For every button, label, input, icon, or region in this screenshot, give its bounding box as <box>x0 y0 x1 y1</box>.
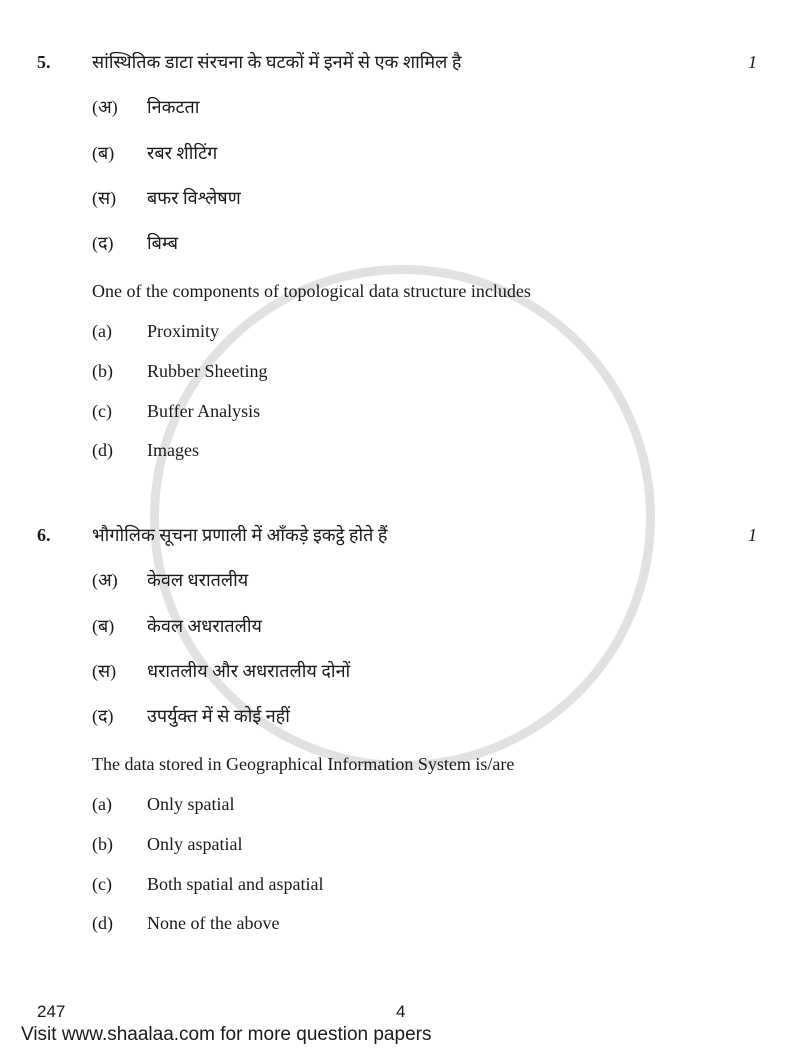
question-stem-hindi: सांस्थितिक डाटा संरचना के घटकों में इनमें से एक शामिल है <box>92 52 462 72</box>
option-text-hindi: निकटता <box>147 97 200 117</box>
option-text-hindi: केवल धरातलीय <box>147 570 249 590</box>
option-label: (a) <box>92 794 112 814</box>
option-label: (ब) <box>92 616 115 636</box>
option-text-english: Both spatial and aspatial <box>147 874 324 894</box>
option-text-english: Proximity <box>147 321 220 341</box>
visit-link[interactable]: Visit www.shaalaa.com for more question papers <box>21 1024 432 1045</box>
option-text-hindi: उपर्युक्त में से कोई नहीं <box>147 706 290 726</box>
option-text-english: Buffer Analysis <box>147 401 261 421</box>
option-label: (अ) <box>92 97 118 117</box>
option-text-hindi: रबर शीटिंग <box>147 143 218 163</box>
option-text-english: Only aspatial <box>147 834 243 854</box>
option-text-english: Only spatial <box>147 794 235 814</box>
question-stem-english: One of the components of topological data structure includes <box>92 281 531 301</box>
question-stem-hindi: भौगोलिक सूचना प्रणाली में आँकड़े इकट्ठे होते हैं <box>92 525 388 545</box>
option-label: (a) <box>92 321 112 341</box>
question-marks: 1 <box>748 52 757 72</box>
option-text-hindi: बफर विश्लेषण <box>147 188 241 208</box>
option-label: (c) <box>92 874 112 894</box>
option-text-hindi: धरातलीय और अधरातलीय दोनों <box>147 661 351 681</box>
option-label: (स) <box>92 661 117 681</box>
question-number: 5. <box>37 52 51 72</box>
question-stem-english: The data stored in Geographical Information System is/are <box>92 754 515 774</box>
paper-code: 247 <box>37 1002 66 1021</box>
option-text-hindi: बिम्ब <box>147 233 179 253</box>
option-label: (ब) <box>92 143 115 163</box>
watermark-circle <box>150 265 655 770</box>
option-label: (अ) <box>92 570 118 590</box>
option-text-english: Images <box>147 440 199 460</box>
option-label: (d) <box>92 913 113 933</box>
option-label: (द) <box>92 706 114 726</box>
option-label: (द) <box>92 233 114 253</box>
question-number: 6. <box>37 525 51 545</box>
option-label: (b) <box>92 834 113 854</box>
question-marks: 1 <box>748 525 757 545</box>
option-text-english: Rubber Sheeting <box>147 361 268 381</box>
option-label: (स) <box>92 188 117 208</box>
option-label: (d) <box>92 440 113 460</box>
page-number: 4 <box>396 1002 406 1021</box>
option-text-hindi: केवल अधरातलीय <box>147 616 262 636</box>
option-label: (b) <box>92 361 113 381</box>
option-text-english: None of the above <box>147 913 280 933</box>
option-label: (c) <box>92 401 112 421</box>
